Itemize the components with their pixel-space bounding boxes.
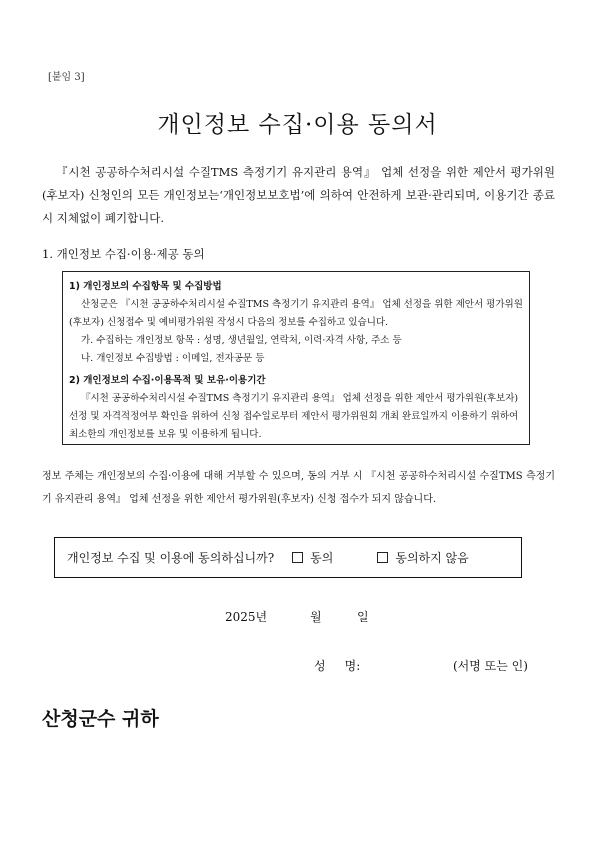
page-title: 개인정보 수집·이용 동의서 [157, 112, 438, 138]
date-month: 월 [310, 610, 322, 624]
refusal-notice: 정보 주체는 개인정보의 수집·이용에 대해 거부할 수 있으며, 동의 거부 시 『시천 공공하수처리시설 수질TMS 측정기기 유지관리 용역』 업체 선정을 위한 제안서 평가위원(후보자) 신청 접수가 되지 않습니다. [42, 471, 555, 505]
consent-question: 개인정보 수집 및 이용에 동의하십니까? [67, 551, 275, 565]
collection-items-paragraph: 산청군은 『시천 공공하수처리시설 수질TMS 측정기기 유지관리 용역』 업체 선정을 위한 제안서 평가위원(후보자) 신청접수 및 예비평가위원 작성시 다음의 정보를 수집하고 있습니다. [69, 299, 523, 328]
intro-paragraph: 『시천 공공하수처리시설 수질TMS 측정기기 유지관리 용역』 업체 선정을 위한 제안서 평가위원(후보자) 신청인의 모든 개인정보는‘개인정보보호법’에 의하여 안전하게 보관·관리되며, 이용기간 종료 시 지체없이 폐기합니다. [42, 165, 555, 225]
agree-label: 동의 [310, 551, 334, 565]
disagree-label: 동의하지 않음 [395, 551, 469, 565]
agree-option[interactable] [292, 549, 333, 566]
addressee: 산청군수 귀하 [42, 708, 159, 730]
date-year: 2025년 [225, 610, 268, 624]
agree-checkbox[interactable] [292, 552, 303, 563]
collected-items: 가. 수집하는 개인정보 항목 : 성명, 생년월일, 연락처, 이력·자격 사항, 주소 등 [81, 335, 402, 346]
section-1-heading: 1. 개인정보 수집·이용·제공 동의 [42, 247, 205, 261]
collection-items-heading: 1) 개인정보의 수집항목 및 수집방법 [69, 281, 222, 292]
disagree-option[interactable] [377, 549, 468, 566]
purpose-heading: 2) 개인정보의 수집·이용목적 및 보유·이용기간 [69, 375, 266, 386]
consent-box [54, 537, 522, 578]
date-day: 일 [357, 610, 369, 624]
purpose-paragraph: 『시천 공공하수처리시설 수질TMS 측정기기 유지관리 용역』 업체 선정을 위한 제안서 평가위원(후보자) 선정 및 자격적정여부 확인을 위하여 신청 접수일로부터 제안서 평가위원회 개최 완료일까지 이용하기 위하여 최소한의 개인정보를 보유 및 이용하게 됩니다. [69, 393, 519, 440]
signature-hint: (서명 또는 인) [453, 659, 528, 673]
attachment-label: [붙임 3] [48, 72, 85, 83]
collection-method: 나. 개인정보 수집방법 : 이메일, 전자공문 등 [81, 353, 265, 364]
info-box [62, 271, 530, 445]
disagree-checkbox[interactable] [377, 552, 388, 563]
name-label: 성 명: [314, 659, 361, 673]
